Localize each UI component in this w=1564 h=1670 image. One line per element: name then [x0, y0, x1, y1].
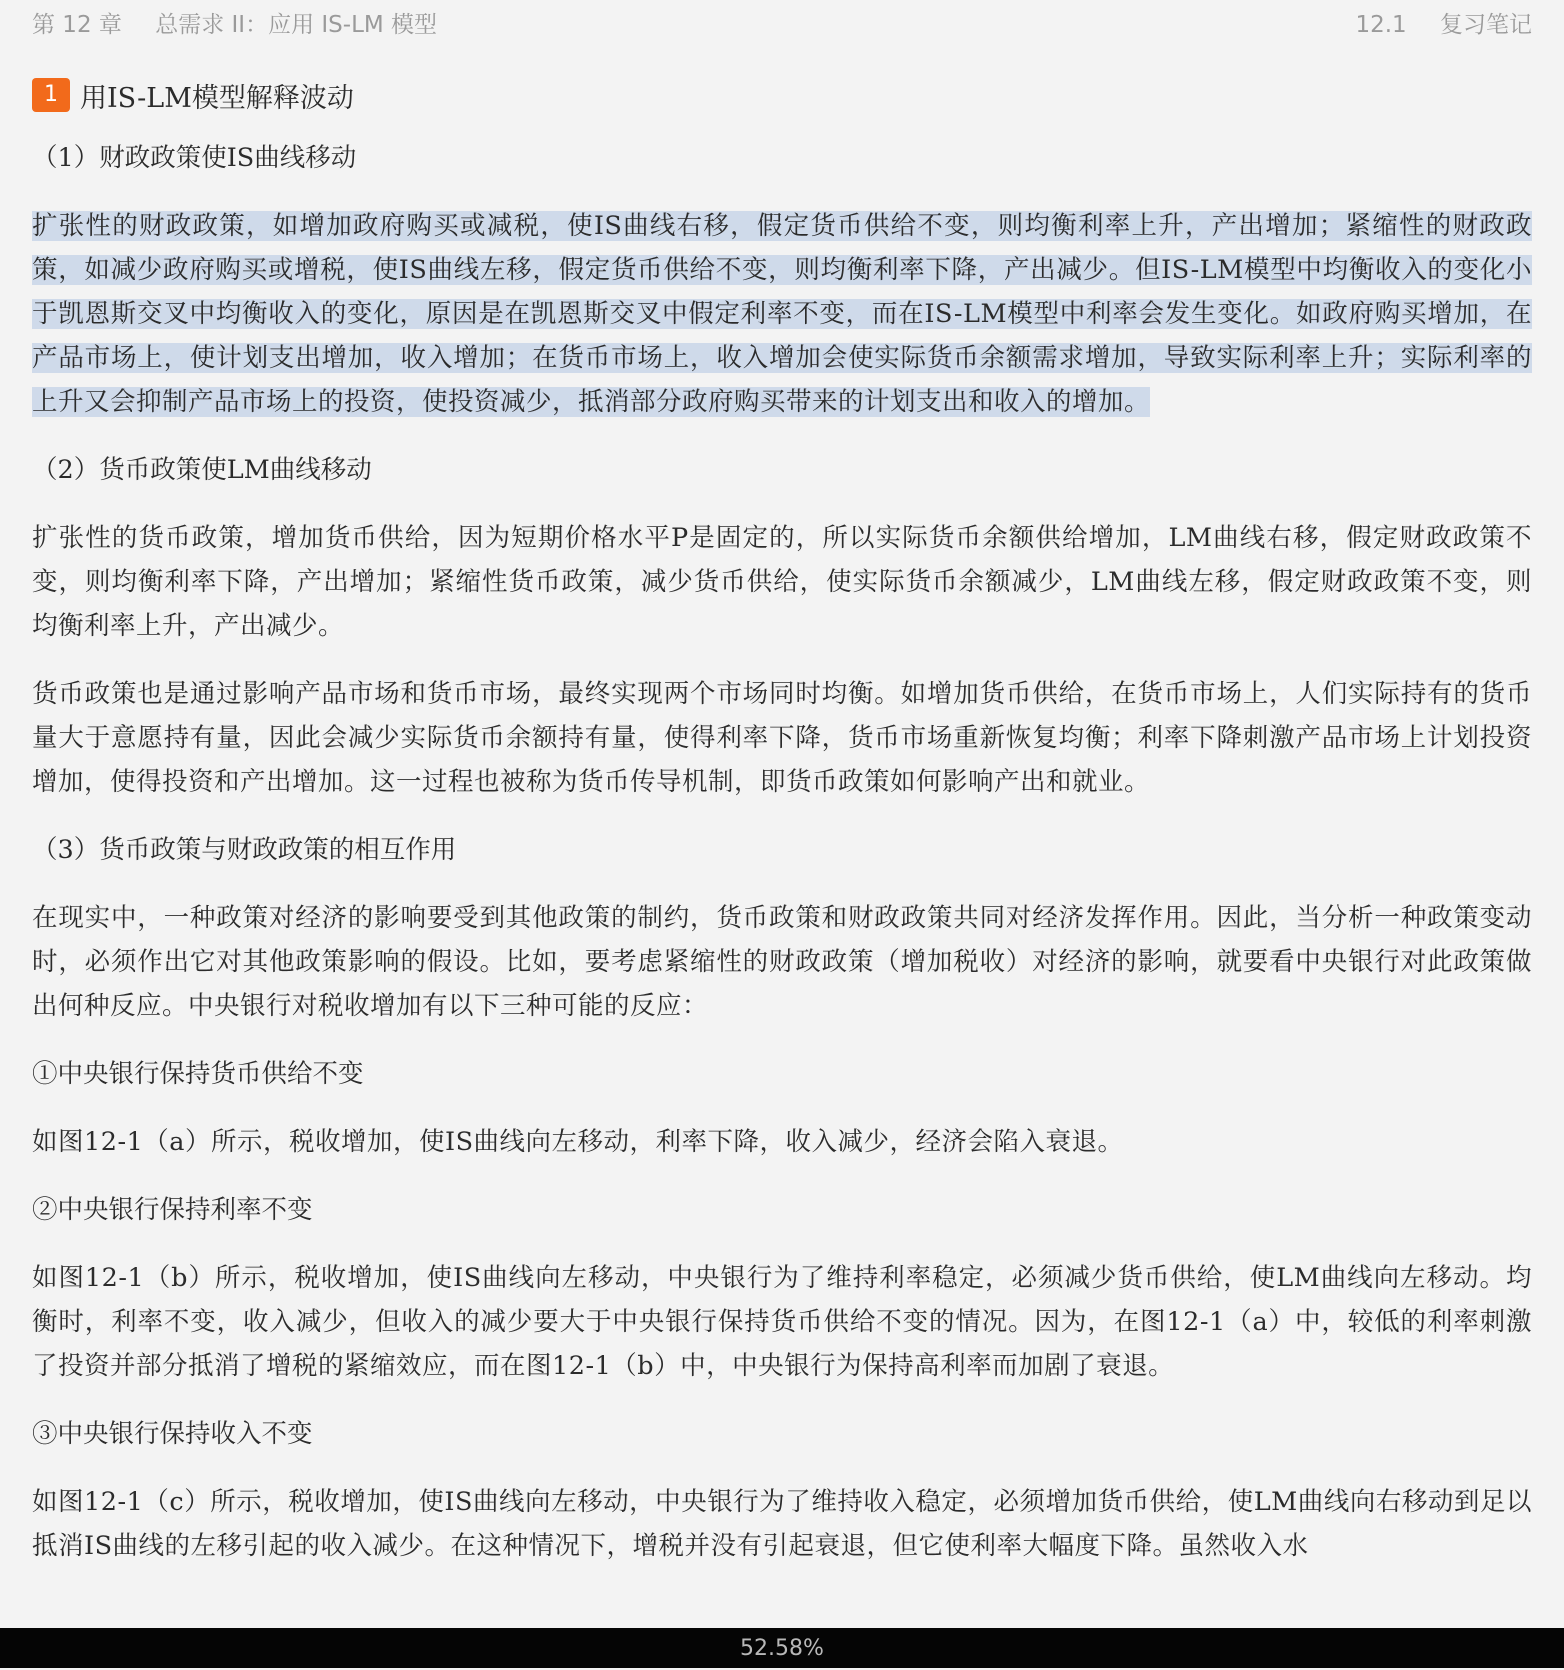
- paragraph-monetary-policy: 扩张性的货币政策，增加货币供给，因为短期价格水平P是固定的，所以实际货币余额供给增加，LM曲线右移，假定财政政策不变，则均衡利率下降，产出增加；紧缩性货币政策，减少货币供给，使实际货币余额减少，LM曲线左移，假定财政政策不变，则均衡利率上升，产出减少。: [32, 523, 1532, 641]
- list-item-money-supply-constant: ①中央银行保持货币供给不变: [32, 1059, 364, 1089]
- paragraph-policy-interaction: 在现实中，一种政策对经济的影响要受到其他政策的制约，货币政策和财政政策共同对经济发挥作用。因此，当分析一种政策变动时，必须作出它对其他政策影响的假设。比如，要考虑紧缩性的财政政策（增加税收）对经济的影响，就要看中央银行对此政策做出何种反应。中央银行对税收增加有以下三种可能的反应：: [32, 903, 1532, 1021]
- section-heading: [32, 74, 1532, 116]
- list-item-interest-rate-constant: ②中央银行保持利率不变: [32, 1195, 313, 1225]
- subheading-policy-interaction: （3）货币政策与财政政策的相互作用: [32, 835, 457, 865]
- header-section-info: [1355, 6, 1532, 39]
- subheading-monetary-policy: （2）货币政策使LM曲线移动: [32, 455, 372, 485]
- list-item-income-constant: ③中央银行保持收入不变: [32, 1419, 313, 1449]
- chapter-number: 第 12 章: [32, 12, 122, 38]
- chapter-title: 总需求 II：应用 IS-LM 模型: [155, 12, 438, 38]
- section-heading-text: 用IS-LM模型解释波动: [80, 82, 354, 114]
- header-chapter-info: [32, 6, 437, 39]
- page-header: [0, 0, 1564, 44]
- paragraph-transmission-mechanism: 货币政策也是通过影响产品市场和货币市场，最终实现两个市场同时均衡。如增加货币供给，在货币市场上，人们实际持有的货币量大于意愿持有量，因此会减少实际货币余额持有量，使得利率下降，货币市场重新恢复均衡；利率下降刺激产品市场上计划投资增加，使得投资和产出增加。这一过程也被称为货币传导机制，即货币政策如何影响产出和就业。: [32, 679, 1532, 797]
- subheading-fiscal-policy: （1）财政政策使IS曲线移动: [32, 143, 357, 173]
- paragraph-figure-a: 如图12-1（a）所示，税收增加，使IS曲线向左移动，利率下降，收入减少，经济会陷入衰退。: [32, 1127, 1124, 1157]
- paragraph-figure-c: 如图12-1（c）所示，税收增加，使IS曲线向左移动，中央银行为了维持收入稳定，必须增加货币供给，使LM曲线向右移动到足以抵消IS曲线的左移引起的收入减少。在这种情况下，增税并没有引起衰退，但它使利率大幅度下降。虽然收入水: [32, 1487, 1532, 1561]
- highlighted-text[interactable]: 扩张性的财政政策，如增加政府购买或减税，使IS曲线右移，假定货币供给不变，则均衡利率上升，产出增加；紧缩性的财政政策，如减少政府购买或增税，使IS曲线左移，假定货币供给不变，则均衡利率下降，产出减少。但IS-LM模型中均衡收入的变化小于凯恩斯交叉中均衡收入的变化，原因是在凯恩斯交叉中假定利率不变，而在IS-LM模型中利率会发生变化。如政府购买增加，在产品市场上，使计划支出增加，收入增加；在货币市场上，收入增加会使实际货币余额需求增加，导致实际利率上升；实际利率的上升又会抑制产品市场上的投资，使投资减少，抵消部分政府购买带来的计划支出和收入的增加。: [32, 211, 1532, 417]
- section-number-badge: 1: [32, 78, 70, 112]
- reading-content[interactable]: [32, 72, 1532, 1568]
- paragraph-figure-b: 如图12-1（b）所示，税收增加，使IS曲线向左移动，中央银行为了维持利率稳定，必须减少货币供给，使LM曲线向左移动。均衡时，利率不变，收入减少，但收入的减少要大于中央银行保持货币供给不变的情况。因为，在图12-1（a）中，较低的利率刺激了投资并部分抵消了增税的紧缩效应，而在图12-1（b）中，中央银行为保持高利率而加剧了衰退。: [32, 1263, 1532, 1381]
- reading-progress-percent: 52.58%: [740, 1636, 824, 1661]
- paragraph-fiscal-policy[interactable]: [32, 204, 1532, 424]
- section-label: 复习笔记: [1440, 12, 1532, 38]
- section-number: 12.1: [1355, 12, 1407, 38]
- reading-progress-bar: [0, 1628, 1564, 1668]
